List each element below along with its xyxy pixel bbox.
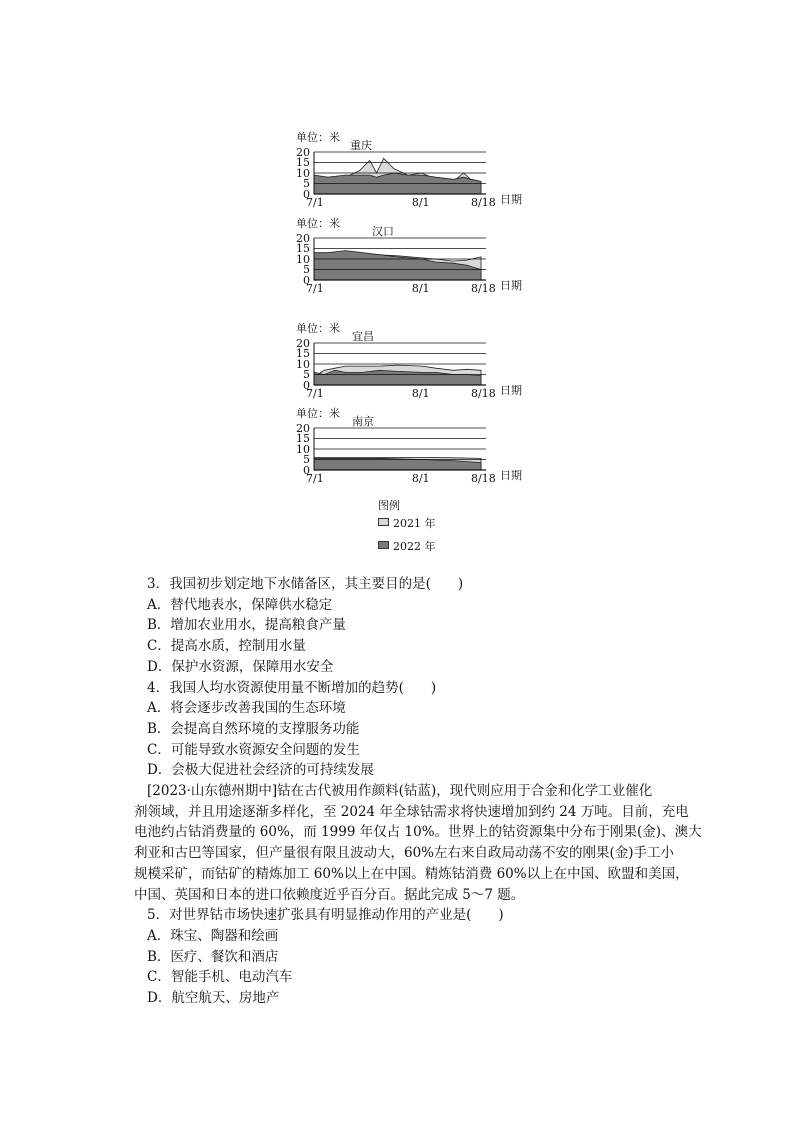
x-tick-label: 8/1 bbox=[411, 282, 430, 295]
unit-label: 单位：米 bbox=[296, 217, 340, 230]
y-tick-label: 20 bbox=[296, 231, 310, 245]
x-axis-label: 日期 bbox=[500, 193, 522, 206]
y-tick-label: 15 bbox=[296, 242, 310, 255]
water-level-charts bbox=[0, 0, 794, 560]
y-tick-label: 10 bbox=[296, 166, 310, 180]
y-tick-label: 5 bbox=[303, 177, 310, 190]
y-tick-label: 20 bbox=[296, 421, 310, 435]
y-tick-label: 0 bbox=[303, 378, 310, 392]
passage-line: [2023·山东德州期中]钴在古代被用作颜料(钴蓝)，现代则应用于合金和化学工业催化 bbox=[147, 783, 653, 799]
legend-label: 2022 年 bbox=[393, 540, 436, 553]
option-5c: C．智能手机、电动汽车 bbox=[147, 969, 293, 986]
area-2022 bbox=[314, 251, 481, 280]
y-tick-label: 5 bbox=[303, 368, 310, 381]
unit-label: 单位：米 bbox=[296, 322, 340, 335]
option-4c: C．可能导致水资源安全问题的发生 bbox=[147, 741, 360, 758]
question-5: 5．对世界钴市场快速扩张具有明显推动作用的产业是( ) bbox=[147, 907, 504, 924]
legend-swatch bbox=[378, 541, 389, 549]
legend-title: 图例 bbox=[378, 499, 400, 512]
option-4a: A．将会逐步改善我国的生态环境 bbox=[147, 700, 346, 717]
city-label: 南京 bbox=[352, 415, 374, 428]
water-level-figure bbox=[0, 0, 794, 560]
x-tick-label: 8/1 bbox=[411, 472, 430, 485]
x-axis-label: 日期 bbox=[500, 469, 522, 482]
y-tick-label: 0 bbox=[303, 273, 310, 287]
y-tick-label: 15 bbox=[296, 432, 310, 445]
passage-line: 剂领域，并且用途逐渐多样化，至 2024 年全球钴需求将快速增加到约 24 万吨。目前，充电 bbox=[134, 803, 689, 820]
option-3a: A．替代地表水，保障供水稳定 bbox=[147, 596, 333, 613]
y-tick-label: 20 bbox=[296, 145, 310, 159]
x-tick-label: 8/18 bbox=[471, 472, 496, 485]
x-tick-label: 7/1 bbox=[306, 387, 324, 400]
option-5b: B．医疗、餐饮和酒店 bbox=[147, 948, 279, 965]
y-tick-label: 15 bbox=[296, 156, 310, 169]
option-3d: D．保护水资源，保障用水安全 bbox=[147, 658, 334, 675]
unit-label: 单位：米 bbox=[296, 131, 340, 144]
x-tick-label: 8/1 bbox=[411, 387, 430, 400]
y-tick-label: 5 bbox=[303, 453, 310, 466]
y-tick-label: 0 bbox=[303, 187, 310, 201]
y-tick-label: 0 bbox=[303, 463, 310, 477]
x-tick-label: 8/18 bbox=[471, 196, 496, 209]
unit-label: 单位：米 bbox=[296, 407, 340, 420]
x-tick-label: 7/1 bbox=[306, 282, 324, 295]
option-4d: D．会极大促进社会经济的可持续发展 bbox=[147, 762, 374, 779]
y-tick-label: 10 bbox=[296, 442, 310, 456]
y-tick-label: 10 bbox=[296, 357, 310, 371]
x-tick-label: 7/1 bbox=[306, 196, 324, 209]
question-4: 4．我国人均水资源使用量不断增加的趋势( ) bbox=[147, 679, 437, 696]
y-tick-label: 20 bbox=[296, 336, 310, 350]
option-3c: C．提高水质，控制用水量 bbox=[147, 638, 306, 655]
city-label: 汉口 bbox=[372, 225, 394, 238]
city-label: 宜昌 bbox=[352, 330, 374, 343]
x-axis-label: 日期 bbox=[500, 384, 522, 397]
option-4b: B．会提高自然环境的支撑服务功能 bbox=[147, 720, 360, 737]
passage-line: 中国、英国和日本的进口依赖度近乎百分百。据此完成 5～7 题。 bbox=[134, 886, 525, 903]
city-label: 重庆 bbox=[350, 139, 372, 152]
y-tick-label: 5 bbox=[303, 263, 310, 276]
passage-line: 利亚和古巴等国家，但产量很有限且波动大，60%左右来自政局动荡不安的刚果(金)手工小 bbox=[134, 845, 675, 862]
x-tick-label: 7/1 bbox=[306, 472, 324, 485]
passage-line: 电池约占钴消费量的 60%，而 1999 年仅占 10%。世界上的钴资源集中分布于刚果(金)、澳大 bbox=[134, 824, 702, 841]
y-tick-label: 10 bbox=[296, 252, 310, 266]
x-tick-label: 8/1 bbox=[411, 196, 430, 209]
x-axis-label: 日期 bbox=[500, 279, 522, 292]
legend-label: 2021 年 bbox=[393, 517, 436, 530]
x-tick-label: 8/18 bbox=[471, 282, 496, 295]
option-5a: A．珠宝、陶器和绘画 bbox=[147, 927, 279, 944]
option-3b: B．增加农业用水，提高粮食产量 bbox=[147, 617, 346, 634]
y-tick-label: 15 bbox=[296, 347, 310, 360]
x-tick-label: 8/18 bbox=[471, 387, 496, 400]
option-5d: D．航空航天、房地产 bbox=[147, 990, 280, 1006]
passage-line: 规模采矿，而钴矿的精炼加工 60%以上在中国。精炼钴消费 60%以上在中国、欧盟和美国， bbox=[134, 865, 689, 882]
question-3: 3．我国初步划定地下水储备区，其主要目的是( ) bbox=[147, 576, 464, 592]
legend-swatch bbox=[378, 518, 389, 526]
